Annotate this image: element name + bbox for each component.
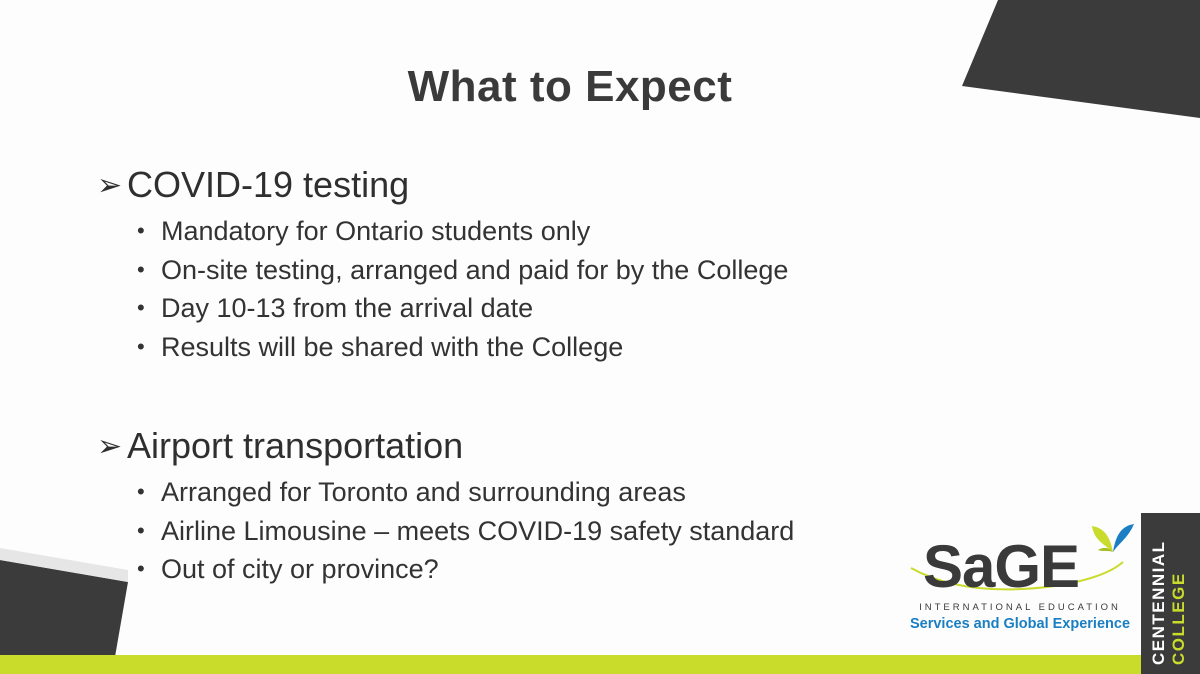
list-item (137, 328, 788, 367)
list-item-text: Arranged for Toronto and surrounding areas (161, 477, 686, 507)
centennial-college-logo (1141, 513, 1200, 674)
list-item (137, 512, 794, 551)
list-item-text: Out of city or province? (161, 554, 439, 584)
section-heading-text: COVID-19 testing (127, 164, 410, 205)
bullet-list (97, 473, 794, 589)
sage-logo (905, 528, 1140, 640)
arrowhead-icon: ➢ (97, 168, 123, 202)
college-word-2: COLLEGE (1169, 572, 1188, 665)
bullet-dot-icon: • (137, 295, 145, 320)
section-covid-testing (97, 162, 788, 366)
arrowhead-icon: ➢ (97, 429, 123, 463)
list-item-text: On-site testing, arranged and paid for by the College (161, 254, 789, 285)
logo-name: SaGE (923, 533, 1080, 600)
list-item (137, 251, 788, 290)
college-word-1: CENTENNIAL (1149, 540, 1168, 665)
bullet-dot-icon: • (137, 479, 145, 504)
section-airport-transportation (97, 423, 794, 589)
list-item-text: Day 10-13 from the arrival date (161, 293, 534, 323)
butterfly-icon (1090, 522, 1136, 556)
accent-bottom-bar (0, 655, 1141, 674)
bullet-dot-icon: • (137, 556, 145, 581)
bullet-dot-icon: • (137, 218, 145, 243)
section-heading (97, 162, 788, 208)
list-item-text: Mandatory for Ontario students only (161, 216, 591, 246)
list-item (137, 550, 794, 589)
slide-title: What to Expect (407, 62, 733, 111)
college-wordmark (1149, 540, 1189, 665)
logo-tagline-2: Services and Global Experience (909, 616, 1131, 632)
bullet-list (97, 212, 788, 366)
list-item-text: Airline Limousine – meets COVID-19 safety standard (161, 515, 795, 546)
list-item (137, 289, 788, 328)
logo-tagline-1: INTERNATIONAL EDUCATION (919, 602, 1121, 613)
list-item (137, 212, 788, 251)
list-item-text: Results will be shared with the College (161, 331, 624, 362)
bullet-dot-icon: • (137, 256, 145, 282)
bullet-dot-icon: • (137, 333, 145, 359)
list-item (137, 473, 794, 512)
bullet-dot-icon: • (137, 517, 145, 543)
section-heading (97, 423, 794, 469)
section-heading-text: Airport transportation (127, 425, 464, 466)
